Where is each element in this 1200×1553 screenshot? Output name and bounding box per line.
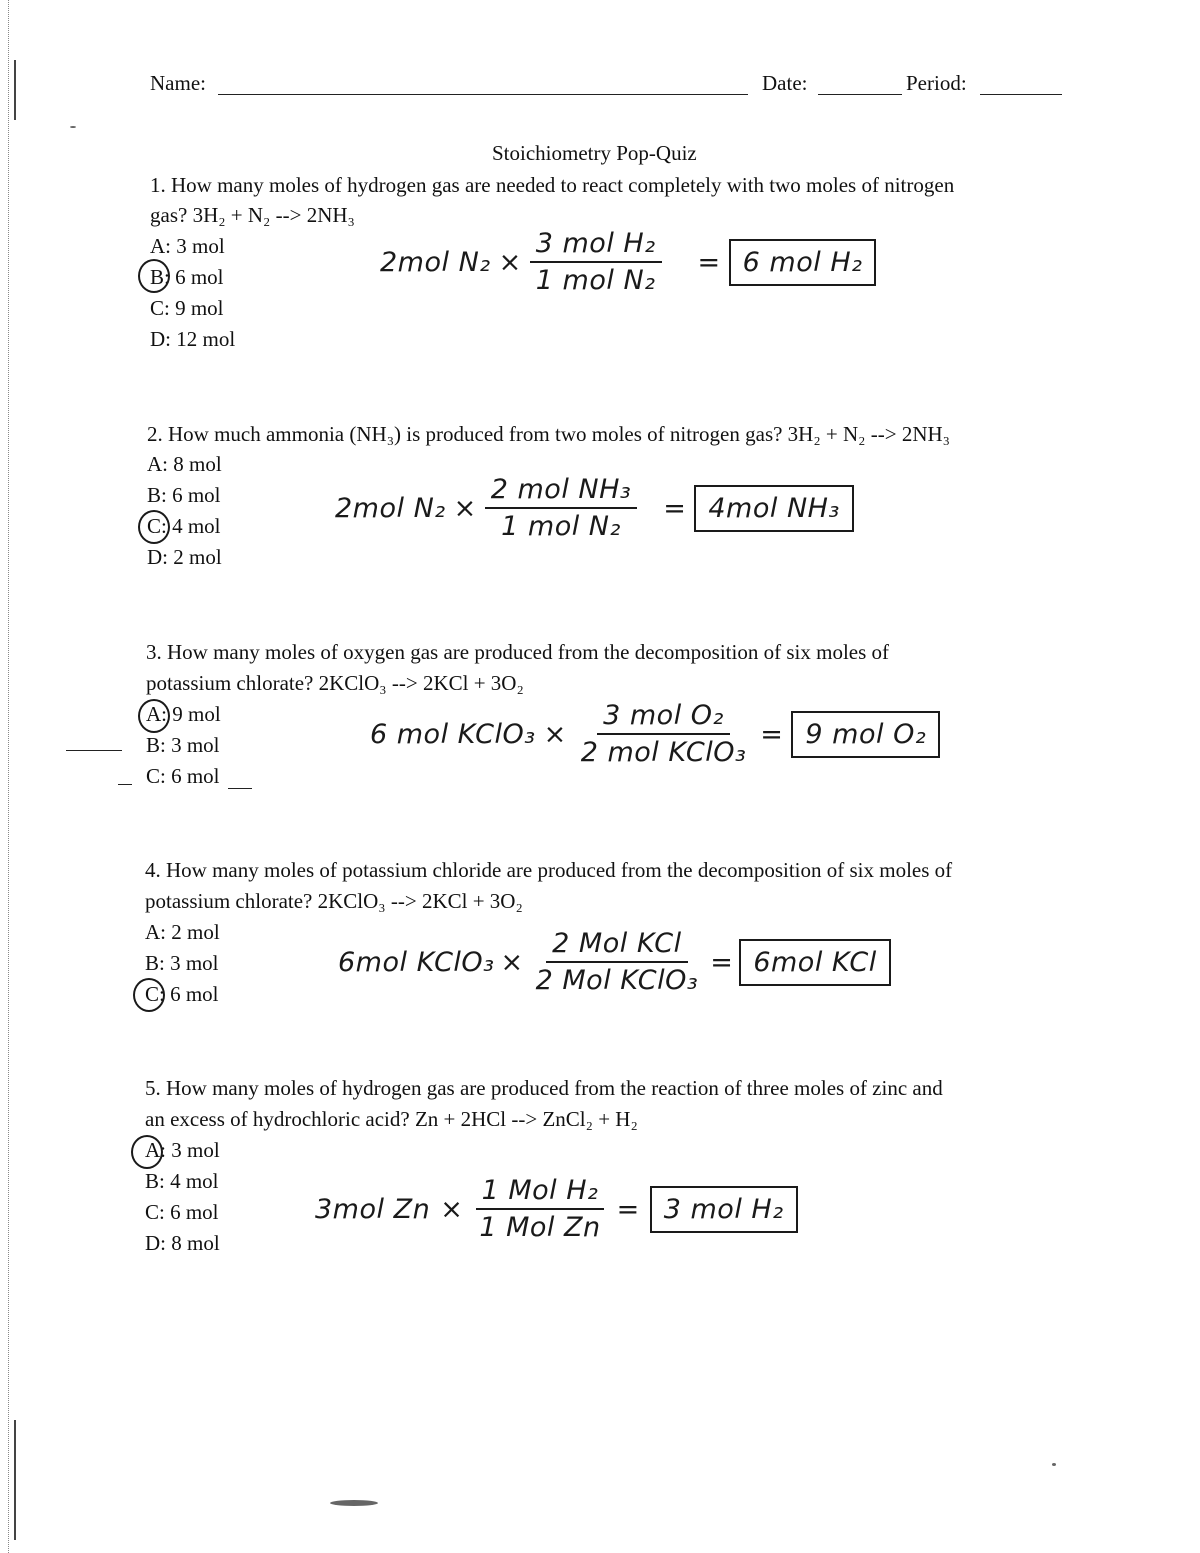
conversion-fraction bbox=[575, 700, 753, 768]
answer-circle bbox=[138, 699, 170, 733]
choice-b[interactable]: B: 3 mol bbox=[146, 733, 220, 757]
choice-b[interactable]: B: 6 mol bbox=[150, 265, 224, 289]
choice-c[interactable]: C: 6 mol bbox=[145, 1200, 219, 1224]
choice-b[interactable]: B: 3 mol bbox=[145, 951, 219, 975]
fraction-numerator: 3 mol O₂ bbox=[597, 700, 730, 735]
fraction-numerator: 2 mol NH₃ bbox=[485, 474, 638, 509]
choice-a[interactable]: A: 3 mol bbox=[150, 234, 225, 258]
question-text: 4. How many moles of potassium chloride are produced from the decomposition of six moles of bbox=[145, 858, 953, 882]
equals-sign: = bbox=[616, 1193, 640, 1225]
scan-edge-dots bbox=[8, 0, 9, 1553]
stray-underline bbox=[228, 788, 252, 789]
conversion-fraction bbox=[530, 228, 662, 296]
fraction-denominator: 1 Mol Zn bbox=[479, 1212, 601, 1243]
quiz-title: Stoichiometry Pop-Quiz bbox=[492, 141, 697, 165]
choice-a[interactable]: A: 9 mol bbox=[146, 702, 221, 726]
given-quantity: 2mol N₂ bbox=[335, 492, 446, 524]
name-blank-line[interactable] bbox=[218, 94, 748, 95]
answer-circle bbox=[138, 510, 170, 544]
scan-speck bbox=[1052, 1463, 1056, 1466]
fraction-numerator: 3 mol H₂ bbox=[530, 228, 662, 263]
period-label: Period: bbox=[906, 71, 967, 95]
question-text: 5. How many moles of hydrogen gas are produced from the reaction of three moles of zinc and bbox=[145, 1076, 943, 1100]
choice-c[interactable]: C: 9 mol bbox=[150, 296, 224, 320]
equals-sign: = bbox=[697, 246, 721, 278]
given-quantity: 6mol KClO₃ bbox=[338, 946, 495, 978]
handwritten-work bbox=[380, 228, 876, 296]
given-quantity: 6 mol KClO₃ bbox=[370, 718, 536, 750]
conversion-fraction bbox=[530, 928, 705, 996]
date-blank-line[interactable] bbox=[818, 94, 902, 95]
handwritten-work bbox=[370, 700, 940, 768]
equals-sign: = bbox=[710, 946, 734, 978]
handwritten-work bbox=[315, 1175, 798, 1243]
fraction-denominator: 1 mol N₂ bbox=[501, 511, 621, 542]
answer-circle bbox=[131, 1135, 163, 1169]
fraction-numerator: 1 Mol H₂ bbox=[476, 1175, 605, 1210]
choice-a[interactable]: A: 2 mol bbox=[145, 920, 220, 944]
fraction-denominator: 1 mol N₂ bbox=[535, 265, 656, 296]
boxed-answer: 3 mol H₂ bbox=[650, 1186, 798, 1233]
given-quantity: 2mol N₂ bbox=[380, 246, 491, 278]
scan-speck bbox=[70, 126, 76, 128]
boxed-answer: 6 mol H₂ bbox=[729, 239, 877, 286]
question-text: gas? 3H₂ + N₂ --> 2NH₃ bbox=[150, 203, 355, 227]
times-sign: × bbox=[440, 1193, 464, 1225]
scan-edge-mark bbox=[14, 1420, 16, 1540]
choice-b[interactable]: B: 4 mol bbox=[145, 1169, 219, 1193]
times-sign: × bbox=[453, 492, 477, 524]
boxed-answer: 6mol KCl bbox=[739, 939, 890, 986]
choice-b[interactable]: B: 6 mol bbox=[147, 483, 221, 507]
fraction-denominator: 2 mol KClO₃ bbox=[580, 737, 747, 768]
question-text: potassium chlorate? 2KClO₃ --> 2KCl + 3O₂ bbox=[146, 671, 524, 695]
equals-sign: = bbox=[760, 718, 784, 750]
fraction-numerator: 2 Mol KCl bbox=[546, 928, 688, 963]
given-quantity: 3mol Zn bbox=[315, 1193, 431, 1225]
period-blank-line[interactable] bbox=[980, 94, 1062, 95]
question-text: 2. How much ammonia (NH₃) is produced from two moles of nitrogen gas? 3H₂ + N₂ --> 2NH₃ bbox=[147, 422, 950, 446]
times-sign: × bbox=[498, 246, 522, 278]
name-label: Name: bbox=[150, 71, 206, 95]
question-text: 1. How many moles of hydrogen gas are needed to react completely with two moles of nitrogen bbox=[150, 173, 955, 197]
choice-d[interactable]: D: 2 mol bbox=[147, 545, 222, 569]
handwritten-work bbox=[338, 928, 891, 996]
choice-c[interactable]: C: 4 mol bbox=[147, 514, 221, 538]
answer-circle bbox=[133, 978, 165, 1012]
fraction-denominator: 2 Mol KClO₃ bbox=[535, 965, 699, 996]
choice-c[interactable]: C: 6 mol bbox=[145, 982, 219, 1006]
stray-underline bbox=[66, 750, 122, 751]
conversion-fraction bbox=[485, 474, 638, 542]
choice-d[interactable]: D: 12 mol bbox=[150, 327, 236, 351]
times-sign: × bbox=[543, 718, 567, 750]
choice-a[interactable]: A: 8 mol bbox=[147, 452, 222, 476]
choice-c[interactable]: C: 6 mol bbox=[146, 764, 220, 788]
conversion-fraction bbox=[473, 1175, 606, 1243]
answer-circle bbox=[138, 259, 170, 293]
scan-speck bbox=[330, 1500, 378, 1506]
boxed-answer: 4mol NH₃ bbox=[694, 485, 853, 532]
scan-edge-mark bbox=[14, 60, 16, 120]
choice-a[interactable]: A: 3 mol bbox=[145, 1138, 220, 1162]
date-label: Date: bbox=[762, 71, 808, 95]
choice-d[interactable]: D: 8 mol bbox=[145, 1231, 220, 1255]
equals-sign: = bbox=[663, 492, 687, 524]
question-text: 3. How many moles of oxygen gas are produced from the decomposition of six moles of bbox=[146, 640, 890, 664]
handwritten-work bbox=[335, 474, 854, 542]
times-sign: × bbox=[500, 946, 524, 978]
stray-underline bbox=[118, 784, 132, 785]
boxed-answer: 9 mol O₂ bbox=[791, 711, 940, 758]
question-text: potassium chlorate? 2KClO₃ --> 2KCl + 3O₂ bbox=[145, 889, 523, 913]
question-text: an excess of hydrochloric acid? Zn + 2HCl --> ZnCl₂ + H₂ bbox=[145, 1107, 638, 1131]
